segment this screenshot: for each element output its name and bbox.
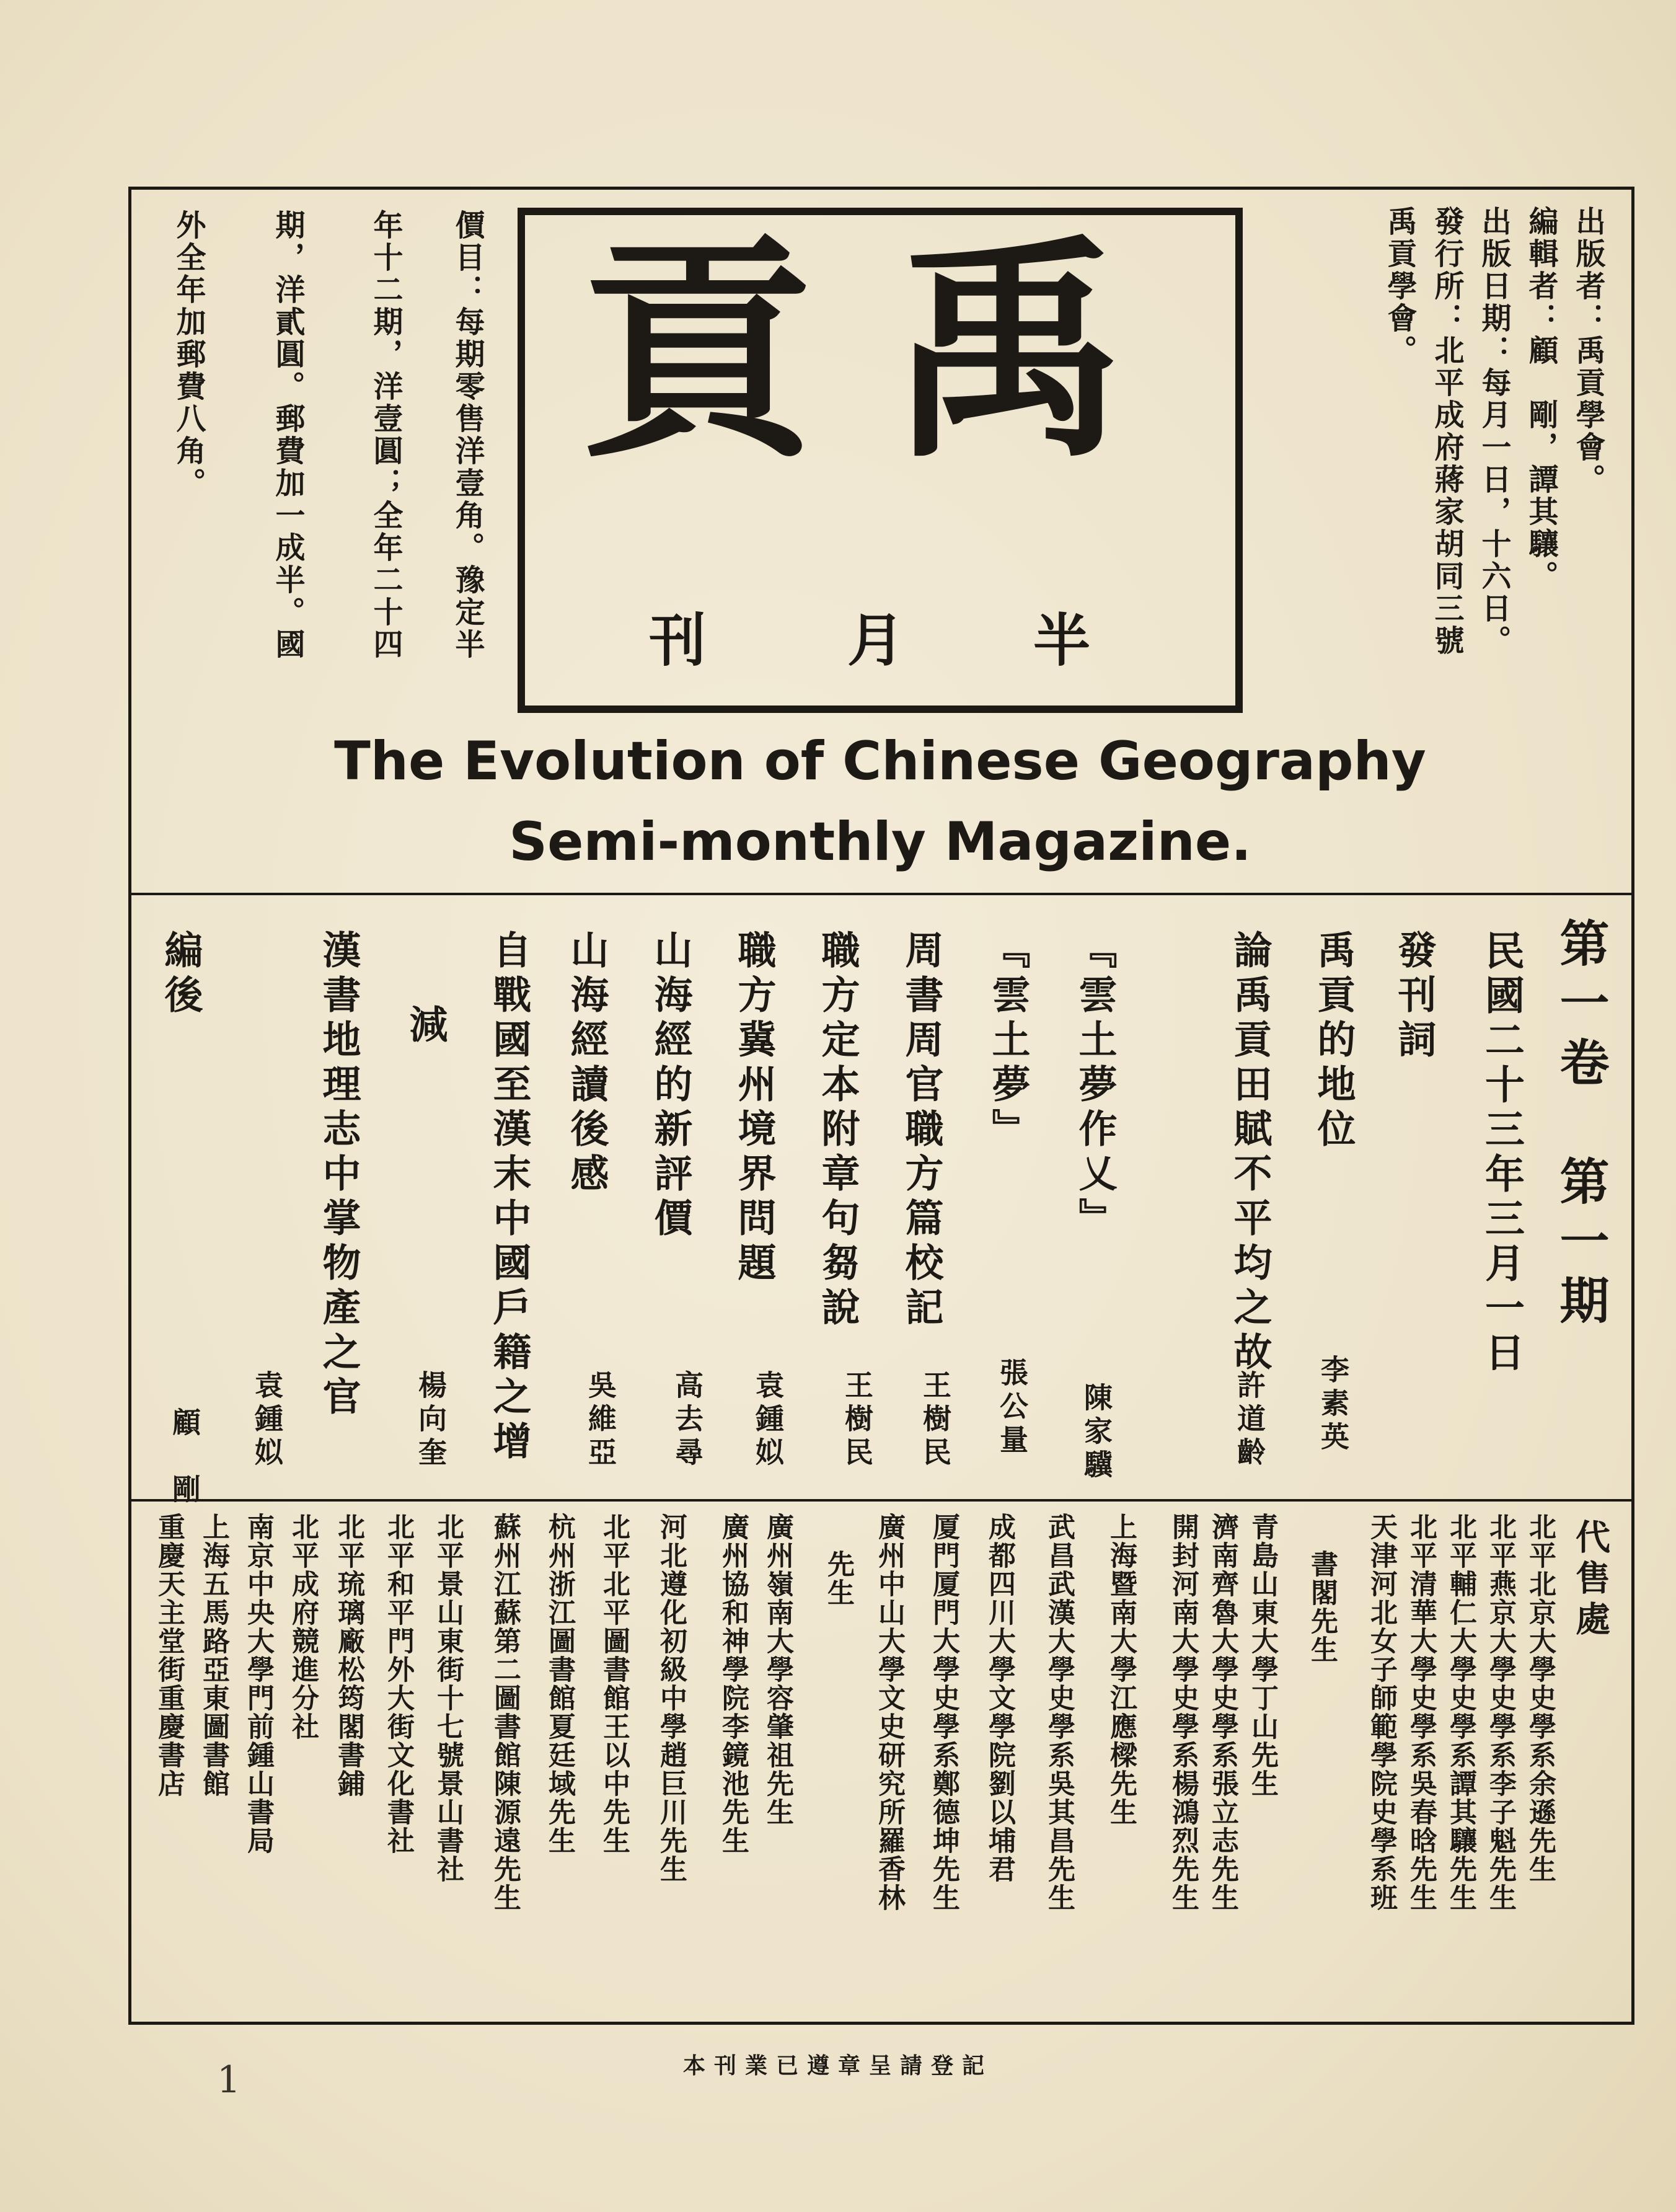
distributor-line-2: 禹貢學會。 [1382, 206, 1417, 367]
toc-author: 王樹民 [840, 1370, 874, 1471]
agent-item: 北平輔仁大學史學系譚其驤先生 [1445, 1513, 1476, 1912]
toc-author: 張公量 [995, 1358, 1029, 1458]
toc-title: 山海經讀後感 [564, 930, 609, 1198]
price-line-4: 外全年加郵費八角。 [171, 210, 206, 500]
agent-item: 廣州嶺南大學容肇祖先生 [762, 1513, 793, 1826]
agent-item: 重慶天主堂街重慶書店 [153, 1513, 185, 1798]
english-title-line-2: Semi-monthly Magazine. [509, 811, 1251, 873]
issue-date: 民國二十三年三月一日 [1478, 930, 1525, 1376]
agent-item: 上海五馬路亞東圖書館 [198, 1513, 229, 1798]
toc-title: 論禹貢田賦不平均之故 [1227, 930, 1272, 1376]
toc-author: 袁鍾姒 [751, 1370, 785, 1471]
publisher-line: 出版者：禹貢學會。 [1571, 206, 1605, 496]
toc-title: 漢書地理志中掌物產之官 [316, 930, 361, 1421]
agent-item: 武昌武漢大學史學系吳其昌先生 [1043, 1513, 1075, 1912]
agent-item: 北平和平門外大街文化書社 [382, 1513, 414, 1855]
masthead-char-gong: 貢 [581, 213, 816, 490]
agent-item: 杭州浙江圖書館夏廷域先生 [544, 1513, 575, 1855]
toc-author: 許道齡 [1233, 1370, 1266, 1471]
issue-volume: 第一卷 第一期 [1551, 918, 1610, 1334]
agent-item: 成都四川大學文學院劉以埔君 [984, 1513, 1015, 1883]
price-line-1: 價目：每期零售洋壹角。豫定半 [450, 210, 485, 661]
toc-title: 職方冀州境界問題 [731, 930, 777, 1287]
agent-item: 北平清華大學史學系吳春晗先生 [1405, 1513, 1437, 1912]
toc-author: 王樹民 [919, 1370, 952, 1471]
toc-author: 楊向奎 [414, 1370, 448, 1471]
toc-title: 職方定本附章句芻說 [815, 930, 860, 1332]
toc-title: 禹貢的地位 [1311, 930, 1356, 1153]
toc-author: 高去尋 [671, 1370, 704, 1471]
agent-item: 北平景山東街十七號景山書社 [432, 1513, 464, 1883]
subtitle-char-ban: 半 [1033, 607, 1091, 674]
toc-title: 『雲土夢作乂』 [1072, 930, 1118, 1242]
toc-title: 減 [403, 1004, 448, 1049]
agent-item: 書閣先生 [1306, 1550, 1338, 1664]
english-title-line-1: The Evolution of Chinese Geography [334, 730, 1426, 792]
agent-item: 北平成府競進分社 [287, 1513, 319, 1741]
agent-item: 上海暨南大學江應樑先生 [1105, 1513, 1137, 1826]
pub-date-line: 出版日期：每月一日，十六日。 [1476, 206, 1511, 657]
toc-title: 『雲土夢』 [986, 930, 1031, 1153]
registration-footer: 本刊業已遵章呈請登記 [682, 2053, 993, 2079]
toc-author: 李素英 [1317, 1355, 1350, 1455]
agent-item: 蘇州江蘇第二圖書館陳源遠先生 [489, 1513, 521, 1912]
editor-line: 編輯者：顧 剛，譚其驤。 [1524, 206, 1558, 593]
agent-item: 廣州協和神學院李鏡池先生 [717, 1513, 749, 1855]
toc-title: 發刊詞 [1392, 930, 1437, 1064]
masthead-char-yu: 禹 [891, 213, 1126, 490]
divider-top [128, 893, 1634, 895]
distributor-line: 發行所：北平成府蔣家胡同三號 [1429, 206, 1464, 657]
agent-item: 天津河北女子師範學院史學系班 [1365, 1513, 1397, 1912]
toc-title: 編後 [158, 930, 203, 1019]
toc-title: 周書周官職方篇校記 [899, 930, 944, 1332]
agent-item: 青島山東大學丁山先生 [1246, 1513, 1278, 1798]
agent-item: 北平琉璃廠松筠閣書鋪 [333, 1513, 364, 1798]
agent-item: 河北遵化初級中學趙巨川先生 [655, 1513, 687, 1883]
agent-item: 厦門厦門大學史學系鄭德坤先生 [928, 1513, 959, 1912]
toc-author: 吳維亞 [584, 1370, 617, 1471]
toc-title: 山海經的新評價 [648, 930, 693, 1242]
subtitle-char-yue: 月 [847, 607, 905, 674]
agent-item: 先生 [823, 1550, 854, 1607]
divider-bottom [128, 1499, 1634, 1502]
masthead-box [518, 208, 1243, 713]
page-number: 1 [217, 2058, 241, 2102]
agents-heading: 代售處 [1570, 1519, 1611, 1642]
toc-author: 顧 剛 [168, 1407, 201, 1508]
toc-author: 袁鍾姒 [250, 1370, 284, 1471]
agent-item: 南京中央大學門前鍾山書局 [242, 1513, 274, 1855]
agent-item: 濟南齊魯大學史學系張立志先生 [1207, 1513, 1238, 1912]
price-line-3: 期，洋貳圓。郵費加一成半。國 [270, 210, 305, 661]
agent-item: 北平北平圖書館王以中先生 [598, 1513, 630, 1855]
agent-item: 廣州中山大學文史研究所羅香林 [873, 1513, 905, 1912]
agent-item: 北平北京大學史學系余遜先生 [1524, 1513, 1556, 1883]
toc-title: 自戰國至漢末中國戶籍之增 [487, 930, 532, 1466]
subtitle-char-kan: 刊 [649, 607, 707, 674]
price-line-2: 年十二期，洋壹圓；全年二十四 [368, 210, 403, 661]
agent-item: 北平燕京大學史學系李子魁先生 [1484, 1513, 1516, 1912]
agent-item: 開封河南大學史學系楊鴻烈先生 [1167, 1513, 1199, 1912]
toc-author: 陳家驥 [1080, 1382, 1113, 1483]
